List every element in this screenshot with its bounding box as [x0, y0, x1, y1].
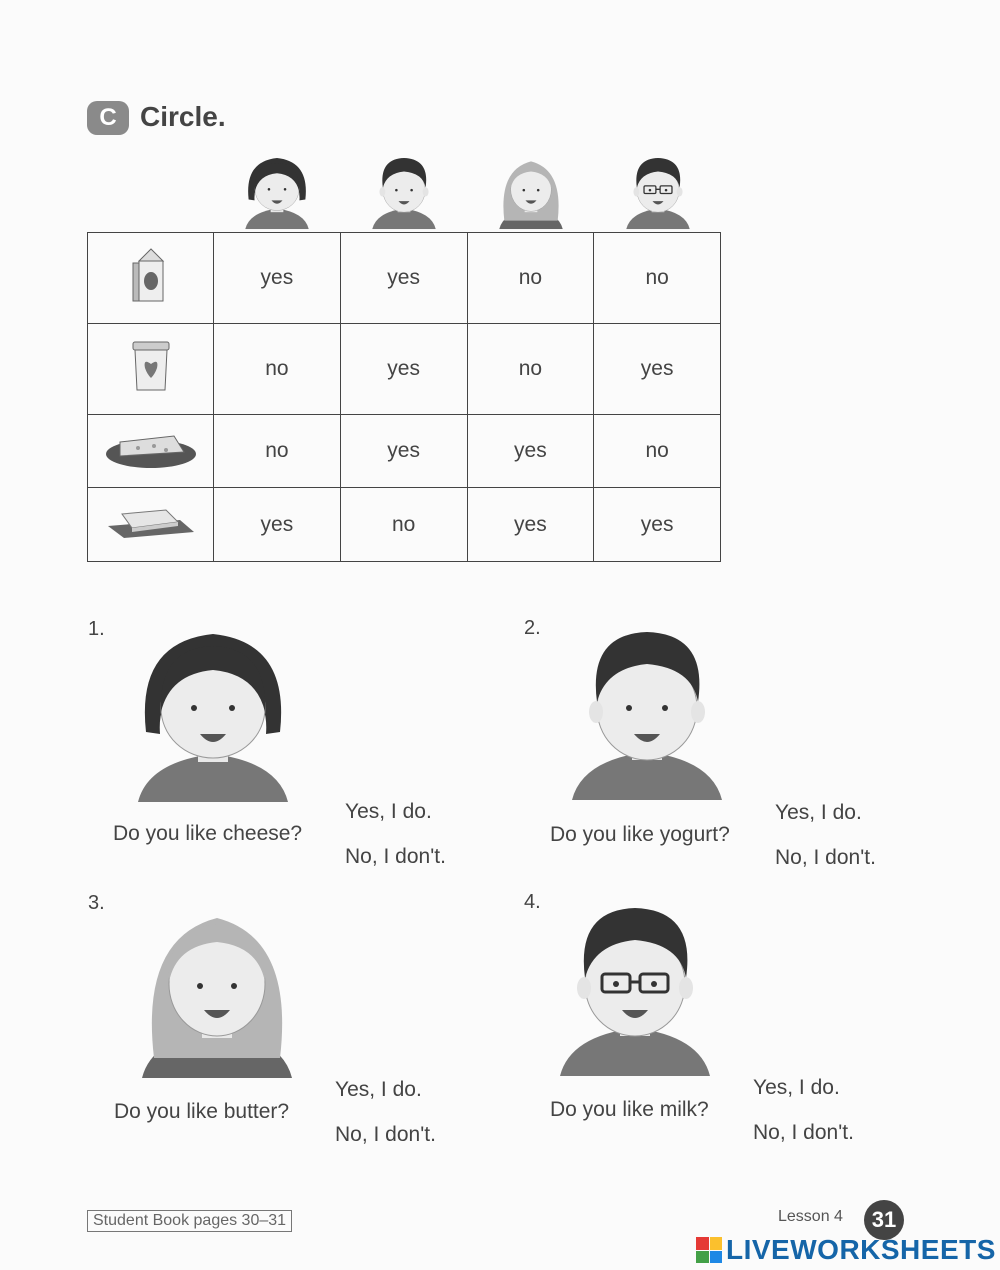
answer-no-option[interactable]: No, I don't. [775, 846, 876, 869]
answer-yes-option[interactable]: Yes, I do. [753, 1076, 840, 1099]
table-cell[interactable]: yes [214, 488, 341, 562]
answer-yes-option[interactable]: Yes, I do. [345, 800, 432, 823]
table-cell[interactable]: no [594, 414, 721, 488]
brand-logo-icon [696, 1237, 722, 1263]
table-cell[interactable]: no [594, 233, 721, 324]
brand-logo [696, 1232, 996, 1268]
column-face-girl-bob-icon [241, 150, 313, 232]
yogurt-cup-icon [129, 338, 173, 394]
girl-longhair-portrait-icon [132, 898, 302, 1078]
table-cell[interactable]: no [214, 414, 341, 488]
page-number: 31 [864, 1200, 904, 1240]
student-book-reference: Student Book pages 30–31 [87, 1210, 292, 1232]
table-cell[interactable]: yes [467, 414, 594, 488]
table-cell[interactable]: yes [594, 323, 721, 414]
row-item-cell [88, 233, 214, 324]
table-cell[interactable]: no [467, 233, 594, 324]
preference-table [87, 232, 721, 562]
table-row [88, 233, 721, 324]
exercise-number: 1. [88, 618, 105, 640]
column-face-boy-glasses-icon [622, 150, 694, 232]
exercise-question: Do you like butter? [114, 1100, 290, 1123]
table-cell[interactable]: yes [467, 488, 594, 562]
exercise-question: Do you like milk? [550, 1098, 709, 1121]
exercise-question: Do you like yogurt? [550, 823, 730, 846]
milk-carton-icon [131, 247, 171, 303]
exercise-question: Do you like cheese? [113, 822, 303, 845]
answer-yes-option[interactable]: Yes, I do. [775, 801, 862, 824]
answer-no-option[interactable]: No, I don't. [753, 1121, 854, 1144]
girl-bob-portrait-icon [128, 622, 298, 802]
lesson-label: Lesson 4 [778, 1208, 843, 1225]
row-item-cell [88, 414, 214, 488]
column-face-boy-icon [368, 150, 440, 232]
table-cell[interactable]: yes [340, 323, 467, 414]
answer-yes-option[interactable]: Yes, I do. [335, 1078, 422, 1101]
section-badge: C [87, 101, 129, 135]
boy-portrait-icon [562, 620, 732, 800]
row-item-cell [88, 488, 214, 562]
table-cell[interactable]: yes [340, 233, 467, 324]
butter-icon [104, 500, 198, 544]
answer-no-option[interactable]: No, I don't. [345, 845, 446, 868]
table-cell[interactable]: yes [214, 233, 341, 324]
table-row [88, 488, 721, 562]
exercise-number: 2. [524, 617, 541, 639]
table-cell[interactable]: yes [340, 414, 467, 488]
section-title: Circle. [140, 101, 226, 132]
answer-no-option[interactable]: No, I don't. [335, 1123, 436, 1146]
table-cell[interactable]: no [214, 323, 341, 414]
column-face-girl-longhair-icon [495, 150, 567, 232]
cheese-icon [104, 426, 198, 470]
table-cell[interactable]: no [340, 488, 467, 562]
brand-text: LIVEWORKSHEETS [726, 1234, 996, 1265]
exercise-number: 3. [88, 892, 105, 914]
exercise-number: 4. [524, 891, 541, 913]
row-item-cell [88, 323, 214, 414]
table-row [88, 414, 721, 488]
table-row [88, 323, 721, 414]
table-cell[interactable]: yes [594, 488, 721, 562]
table-cell[interactable]: no [467, 323, 594, 414]
boy-glasses-portrait-icon [550, 896, 720, 1076]
